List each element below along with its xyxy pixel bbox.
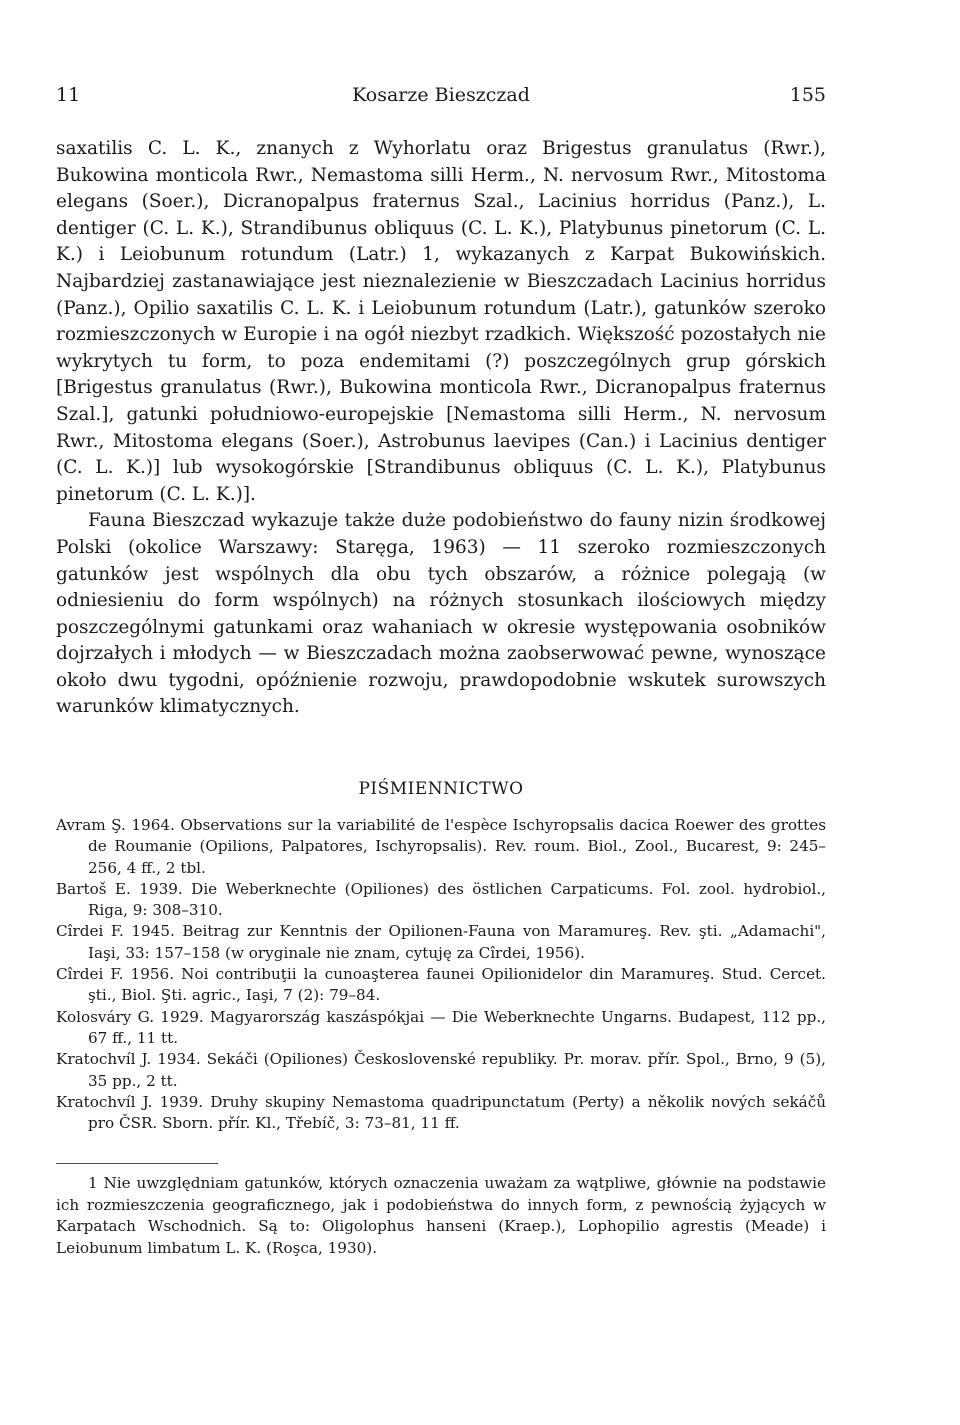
reference-item: Kolosváry G. 1929. Magyarország kaszáspókjai — Die Weberknechte Ungarns. Budapest, 112 pp., 67 ff., 11 tt. bbox=[56, 1007, 826, 1047]
reference-item: Kratochvíl J. 1939. Druhy skupiny Nemastoma quadripunctatum (Perty) a několik nových sekáčů pro ČSR. Sborn. přír. Kl., Třebíč, 3: 73–81, 11 ff. bbox=[56, 1092, 826, 1133]
footnote-text: 1 Nie uwzględniam gatunków, których oznaczenia uważam za wątpliwe, głównie na podstawie ich rozmieszczenia geograficznego, jak i podobieństwa do innych form, z pewnością żyjących w Karpatach Wschodnich. Są to: Oligolophus hanseni (Kraep.), Lophopilio agrestis (Meade) i Leiobunum limbatum L. K. (Roşca, 1930). bbox=[56, 1174, 826, 1257]
reference-list bbox=[56, 815, 826, 1134]
main-text bbox=[56, 136, 826, 721]
reference-item: Cîrdei F. 1945. Beitrag zur Kenntnis der Opilionen-Fauna von Maramureş. Rev. şti. „Adamachi", Iaşi, 33: 157–158 (w oryginale nie znam, cytuję za Cîrdei, 1956). bbox=[56, 922, 826, 962]
running-header bbox=[56, 84, 826, 108]
reference-item: Avram Ş. 1964. Observations sur la variabilité de l'espèce Ischyropsalis dacica Roewer des grottes de Roumanie (Opilions, Palpatores, Ischyropsalis). Rev. roum. Biol., Zool., Bucarest, 9: 245–256, 4 ff., 2 tbl. bbox=[56, 816, 826, 877]
page-number: 155 bbox=[789, 84, 826, 106]
reference-item: Bartoš E. 1939. Die Weberknechte (Opiliones) des östlichen Carpaticums. Fol. zool. hydrobiol., Riga, 9: 308–310. bbox=[56, 879, 826, 920]
paragraph-1: saxatilis C. L. K., znanych z Wyhorlatu oraz Brigestus granulatus (Rwr.), Bukowina monticola Rwr., Nemastoma silli Herm., N. nervosum Rwr., Mitostoma elegans (Soer.), Dicranopalpus fraternus Szal., Lacinius horridus (Panz.), L. dentiger (C. L. K.), Strandibunus obliquus (C. L. K.), Platybunus pinetorum (C. L. K.) i Leiobunum rotundum (Latr.) 1, wykazanych z Karpat Bukowińskich. Najbardziej zastanawiające jest nieznalezienie w Bieszczadach Lacinius horridus (Panz.), Opilio saxatilis C. L. K. i Leiobunum rotundum (Latr.), gatunków szeroko rozmieszczonych w Europie i na ogół niezbyt rzadkich. Większość pozostałych nie wykrytych tu form, to poza endemitami (?) poszczególnych grup górskich [Brigestus granulatus (Rwr.), Bukowina monticola Rwr., Dicranopalpus fraternus Szal.], gatunki południowo-europejskie [Nemastoma silli Herm., N. nervosum Rwr., Mitostoma elegans (Soer.), Astrobunus laevipes (Can.) i Lacinius dentiger (C. L. K.)] lub wysokogórskie [Strandibunus obliquus (C. L. K.), Platybunus pinetorum (C. L. K.)]. bbox=[56, 138, 826, 505]
reference-item: Kratochvíl J. 1934. Sekáči (Opiliones) Československé republiky. Pr. morav. přír. Spol., Brno, 9 (5), 35 pp., 2 tt. bbox=[56, 1050, 826, 1090]
section-title-references: PIŚMIENNICTWO bbox=[358, 779, 524, 799]
header-left-number: 11 bbox=[56, 84, 81, 106]
reference-item: Cîrdei F. 1956. Noi contribuţii la cunoaşterea faunei Opilionidelor din Maramureş. Stud. Cercet. şti., Biol. Şti. agric., Iaşi, 7 (2): 79–84. bbox=[56, 965, 826, 1005]
footnote-divider bbox=[56, 1163, 218, 1164]
paragraph-2: Fauna Bieszczad wykazuje także duże podobieństwo do fauny nizin środkowej Polski (okolice Warszawy: Staręga, 1963) — 11 szeroko rozmieszczonych gatunków jest wspólnych dla obu tych obszarów, a różnice polegają (w odniesieniu do form wspólnych) na różnych stosunkach ilościowych między poszczególnymi gatunkami oraz wahaniach w okresie występowania osobników dojrzałych i młodych — w Bieszczadach można zaobserwować pewne, wynoszące około dwu tygodni, opóźnienie rozwoju, prawdopodobnie wskutek surowszych warunków klimatycznych. bbox=[56, 510, 826, 718]
running-title: Kosarze Bieszczad bbox=[352, 84, 530, 106]
footnote bbox=[56, 1173, 826, 1259]
